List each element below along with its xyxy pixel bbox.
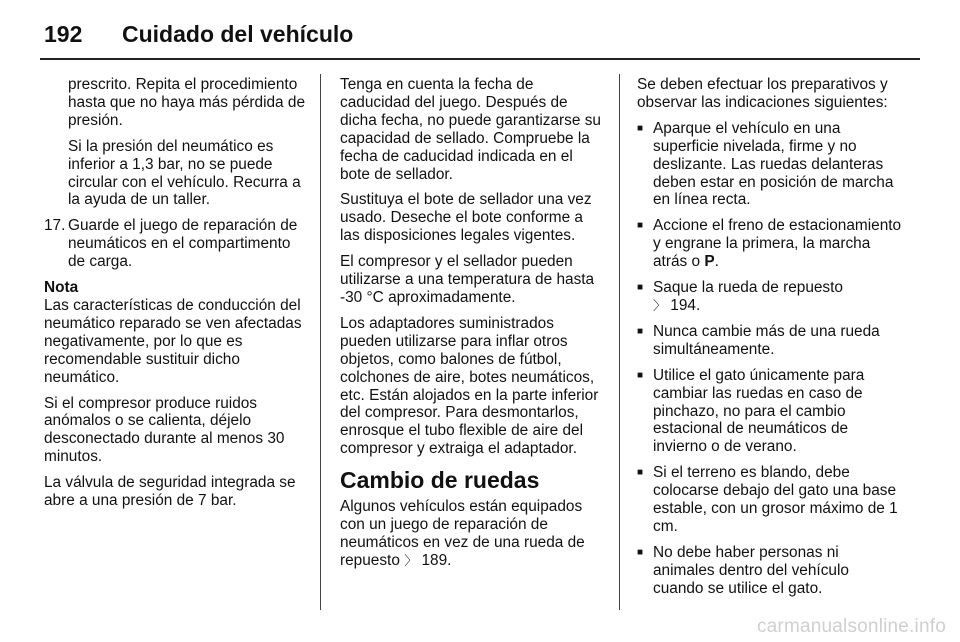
square-bullet-icon: ■: [637, 546, 644, 558]
step-number: 17.: [44, 217, 66, 235]
square-bullet-icon: ■: [637, 467, 644, 479]
square-bullet-icon: ■: [637, 220, 644, 232]
gear-position-label: P: [704, 253, 715, 271]
column-divider-1: [320, 74, 321, 610]
page-reference-arrow-icon: 〉: [404, 552, 418, 568]
paragraph: [340, 498, 602, 570]
list-item: [637, 217, 903, 271]
paragraph-text: Algunos vehículos están equipados con un juego de reparación de neumáticos en vez de una rueda de repuesto: [340, 498, 585, 569]
list-item: [637, 367, 903, 457]
note-paragraph: Las características de conducción del neumático reparado se ven afectadas negativamente, por lo que es recomendable sustituir dicho neumático.: [44, 296, 302, 386]
list-item-text: Utilice el gato únicamente para cambiar las ruedas en caso de pinchazo, no para el cambio estacional de neumáticos de invierno o de verano.: [653, 366, 865, 456]
square-bullet-icon: ■: [637, 282, 644, 294]
paragraph: Sustituya el bote de sellador una vez usado. Deseche el bote conforme a las disposiciones legales vigentes.: [340, 191, 592, 245]
intro-paragraph: Se deben efectuar los preparativos y observar las indicaciones siguientes:: [637, 76, 888, 111]
column-divider-2: [619, 74, 620, 610]
list-item-text-part: Saque la rueda de repuesto: [653, 279, 843, 297]
page-header: [44, 14, 353, 54]
header-rule: [40, 58, 920, 60]
list-item: [637, 464, 903, 536]
list-item-text-part: .: [714, 253, 719, 271]
watermark: carmanualsonline.info: [756, 616, 946, 637]
note-paragraph: Si el compresor produce ruidos anómalos o se calienta, déjelo desconectado durante al menos 30 minutos.: [44, 394, 285, 466]
page-reference[interactable]: 189.: [421, 551, 452, 569]
page-number: 192: [44, 20, 83, 47]
list-item-text: Si el terreno es blando, debe colocarse debajo del gato una base estable, con un grosor máximo de 1 cm.: [653, 464, 898, 535]
list-item-text: Nunca cambie más de una rueda simultáneamente.: [653, 322, 880, 358]
page-reference-arrow-icon: 〉: [653, 297, 667, 313]
paragraph: Los adaptadores suministrados pueden utilizarse para inflar otros objetos, como balones de fútbol, colchones de aire, botes neumáticos, etc. Están alojados en la parte inferior del compresor. Para desmontarlos, enrosque el tubo flexible de aire del compresor y extraiga el adaptador.: [340, 314, 599, 458]
square-bullet-icon: ■: [637, 325, 644, 337]
column-3: [637, 76, 903, 606]
step-paragraph: Si la presión del neumático es inferior a 1,3 bar, no se puede circular con el vehículo. Recurra a la ayuda de un taller.: [68, 137, 301, 209]
list-item-text: [653, 217, 903, 271]
page-title: Cuidado del vehículo: [122, 20, 354, 47]
list-item: [637, 120, 903, 210]
note-label: Nota: [44, 279, 79, 297]
square-bullet-icon: ■: [637, 369, 644, 381]
step-text: Guarde el juego de reparación de neumáticos en el compartimento de carga.: [68, 217, 298, 271]
page-reference[interactable]: 194.: [670, 296, 701, 314]
column-2: [340, 76, 602, 578]
list-item: [637, 544, 903, 598]
list-item-text: Aparque el vehículo en una superficie nivelada, firme y no deslizante. Las ruedas delanteras deben estar en posición de marcha en línea recta.: [653, 119, 894, 209]
square-bullet-icon: ■: [637, 122, 644, 134]
list-item-text-part: Accione el freno de estacionamiento y engrane la primera, la marcha atrás o: [653, 217, 902, 271]
column-1: [44, 76, 306, 518]
step-continuation: prescrito. Repita el procedimiento hasta que no haya más pérdida de presión.: [68, 76, 306, 129]
list-item: [637, 279, 903, 315]
section-heading: Cambio de ruedas: [340, 467, 540, 494]
note-paragraph: La válvula de seguridad integrada se abre a una presión de 7 bar.: [44, 474, 296, 510]
paragraph: Tenga en cuenta la fecha de caducidad del juego. Después de dicha fecha, no puede garantizarse su capacidad de sellado. Compruebe la fecha de caducidad indicada en el bote de sellador.: [340, 76, 601, 183]
paragraph: El compresor y el sellador pueden utilizarse a una temperatura de hasta -30 °C aproximadamente.: [340, 253, 595, 306]
step-item-17: [44, 217, 306, 271]
list-item-text: [653, 279, 843, 315]
list-item-text: No debe haber personas ni animales dentro del vehículo cuando se utilice el gato.: [653, 543, 849, 597]
list-item: [637, 323, 903, 359]
